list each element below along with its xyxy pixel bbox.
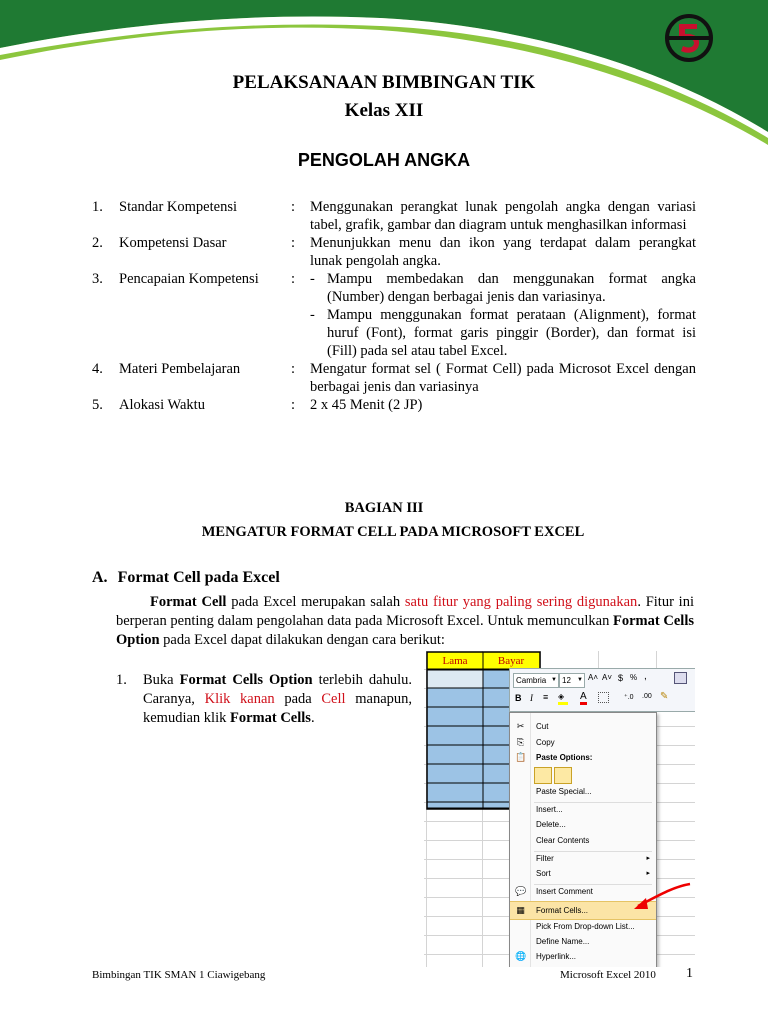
menu-item-delete[interactable]: Delete... [536, 820, 566, 829]
menu-item-hyperlink[interactable]: 🌐 Hyperlink... [515, 951, 577, 961]
info-row [92, 234, 696, 270]
info-row [92, 270, 696, 360]
para-text: pada Excel dapat dilakukan dengan cara berikut: [159, 632, 445, 648]
info-num: 5. [92, 397, 103, 413]
info-num: 3. [92, 271, 103, 287]
menu-item-copy[interactable]: ⎘ Copy [516, 737, 555, 747]
format-cells-icon: ▦ [516, 905, 525, 915]
format-painter-icon[interactable]: ✎ [660, 691, 669, 702]
info-value: Mengatur format sel ( Format Cell) pada Microsot Excel dengan berbagai jenis dan variasinya [310, 361, 696, 395]
page-title: PELAKSANAAN BIMBINGAN TIK [232, 72, 536, 93]
page-number: 1 [686, 966, 693, 981]
info-value: Menunjukkan menu dan ikon yang terdapat dalam perangkat lunak pengolah angka. [310, 235, 696, 269]
menu-item-cut[interactable]: ✂ Cut [516, 721, 549, 731]
menu-item-paste-options: 📋 Paste Options: [515, 752, 593, 762]
term-format-cells-option: Format Cells Option [116, 613, 694, 648]
grow-font-icon[interactable]: A˄ [588, 673, 599, 682]
menu-item-paste-special[interactable]: Paste Special... [536, 787, 592, 796]
menu-item-sort[interactable]: Sort ▸ [510, 865, 656, 882]
menu-item-filter[interactable]: Filter ▸ [510, 850, 656, 867]
part-heading: BAGIAN III [344, 500, 424, 516]
info-label: Materi Pembelajaran [119, 361, 241, 377]
term-format-cell: Format Cell [150, 594, 227, 610]
info-value: 2 x 45 Menit (2 JP) [310, 397, 423, 413]
info-value [310, 270, 696, 360]
section-heading: MENGATUR FORMAT CELL PADA MICROSOFT EXCEL [201, 524, 585, 540]
info-num: 2. [92, 235, 103, 251]
para-text: pada Excel merupakan salah [226, 594, 405, 610]
info-colon: : [291, 271, 296, 287]
info-num: 1. [92, 199, 103, 215]
menu-item-format-cells[interactable]: ▦ Format Cells... [510, 901, 656, 920]
chevron-right-icon: ▸ [646, 855, 650, 862]
decimal-icon[interactable]: ⁺.0 [624, 694, 634, 701]
bullet-text: Mampu menggunakan format perataan (Alignment), format huruf (Font), format garis pinggir (Border), dan format isi (Fill) pada sel atau tabel Excel. [327, 307, 696, 359]
intro-paragraph [116, 593, 694, 650]
info-label: Kompetensi Dasar [119, 235, 227, 251]
footer-right: Microsoft Excel 2010 [560, 969, 656, 981]
comment-icon: 💬 [515, 886, 527, 896]
percent-icon[interactable]: % [630, 673, 638, 682]
header-lama: Lama [442, 655, 468, 667]
menu-item-pick-list[interactable]: Pick From Drop-down List... [536, 922, 635, 931]
menu-item-clear-contents[interactable]: Clear Contents [536, 836, 590, 845]
comma-icon[interactable]: , [644, 671, 647, 682]
chevron-right-icon: ▸ [646, 870, 650, 877]
info-row [92, 360, 696, 396]
subject-title: PENGOLAH ANGKA [297, 150, 471, 170]
para-text: . Fitur ini berperan penting dalam pengolahan data pada Microsoft Excel. Untuk memunculkan [116, 594, 694, 629]
step-num: 1. [116, 672, 127, 688]
align-icon[interactable]: ≡ [543, 692, 549, 702]
font-size-select[interactable]: 12 ▼ [559, 673, 585, 688]
info-label: Standar Kompetensi [119, 199, 237, 215]
subsection-title: Format Cell pada Excel [117, 569, 280, 586]
info-value: Menggunakan perangkat lunak pengolah angka dengan variasi tabel, grafik, gambar dan diagram untuk menghasilkan informasi [310, 199, 696, 233]
info-colon: : [291, 397, 296, 413]
competency-list [92, 198, 696, 414]
info-colon: : [291, 199, 296, 215]
menu-item-define-name[interactable]: Define Name... [536, 937, 590, 946]
info-row [92, 198, 696, 234]
bullet-item: - Mampu membedakan dan menggunakan format angka (Number) dengan berbagai jenis dan variasinya. [310, 271, 696, 305]
decimal-icon[interactable]: .00 [642, 693, 652, 700]
chevron-down-icon: ▼ [577, 677, 583, 683]
info-label: Pencapaian Kompetensi [119, 271, 259, 287]
chevron-down-icon: ▼ [551, 677, 557, 683]
hyperlink-icon: 🌐 [515, 951, 527, 961]
step-1 [116, 671, 412, 728]
bold-icon[interactable]: B [515, 693, 522, 703]
school-logo [663, 12, 715, 64]
footer-left: Bimbingan TIK SMAN 1 Ciawigebang [92, 969, 266, 981]
header-bayar: Bayar [497, 655, 525, 667]
bullet-text: Mampu membedakan dan menggunakan format angka (Number) dengan berbagai jenis dan variasinya. [327, 271, 696, 305]
info-colon: : [291, 361, 296, 377]
bullet-item: - Mampu menggunakan format perataan (Alignment), format huruf (Font), format garis pinggir (Border), dan format isi (Fill) pada sel atau tabel Excel. [310, 307, 696, 359]
currency-icon[interactable]: $ [618, 673, 624, 683]
step-text: Buka Format Cells Option terlebih dahulu. Caranya, Klik kanan pada Cell manapun, kemudian klik Format Cells. [143, 672, 413, 726]
info-num: 4. [92, 361, 103, 377]
info-row [92, 396, 696, 414]
highlight-text: satu fitur yang paling sering digunakan [404, 594, 638, 610]
info-colon: : [291, 235, 296, 251]
menu-item-insert[interactable]: Insert... [536, 805, 563, 814]
italic-icon[interactable]: I [530, 693, 533, 703]
red-arrow-annotation [424, 651, 695, 967]
info-label: Alokasi Waktu [119, 397, 205, 413]
menu-item-insert-comment[interactable]: 💬 Insert Comment [515, 886, 593, 896]
excel-screenshot [424, 651, 695, 967]
shrink-font-icon[interactable]: A˅ [602, 673, 613, 682]
class-title: Kelas XII [344, 100, 424, 121]
subsection-heading [92, 569, 280, 587]
paste-icon: 📋 [515, 752, 527, 762]
highlight-icon[interactable]: ◈ [558, 692, 568, 705]
font-color-icon[interactable]: A [580, 691, 587, 705]
subsection-letter: A. [92, 569, 108, 586]
scissors-icon: ✂ [516, 721, 525, 731]
copy-icon: ⎘ [516, 737, 525, 747]
font-name-select[interactable]: Cambria ▼ [513, 673, 559, 688]
